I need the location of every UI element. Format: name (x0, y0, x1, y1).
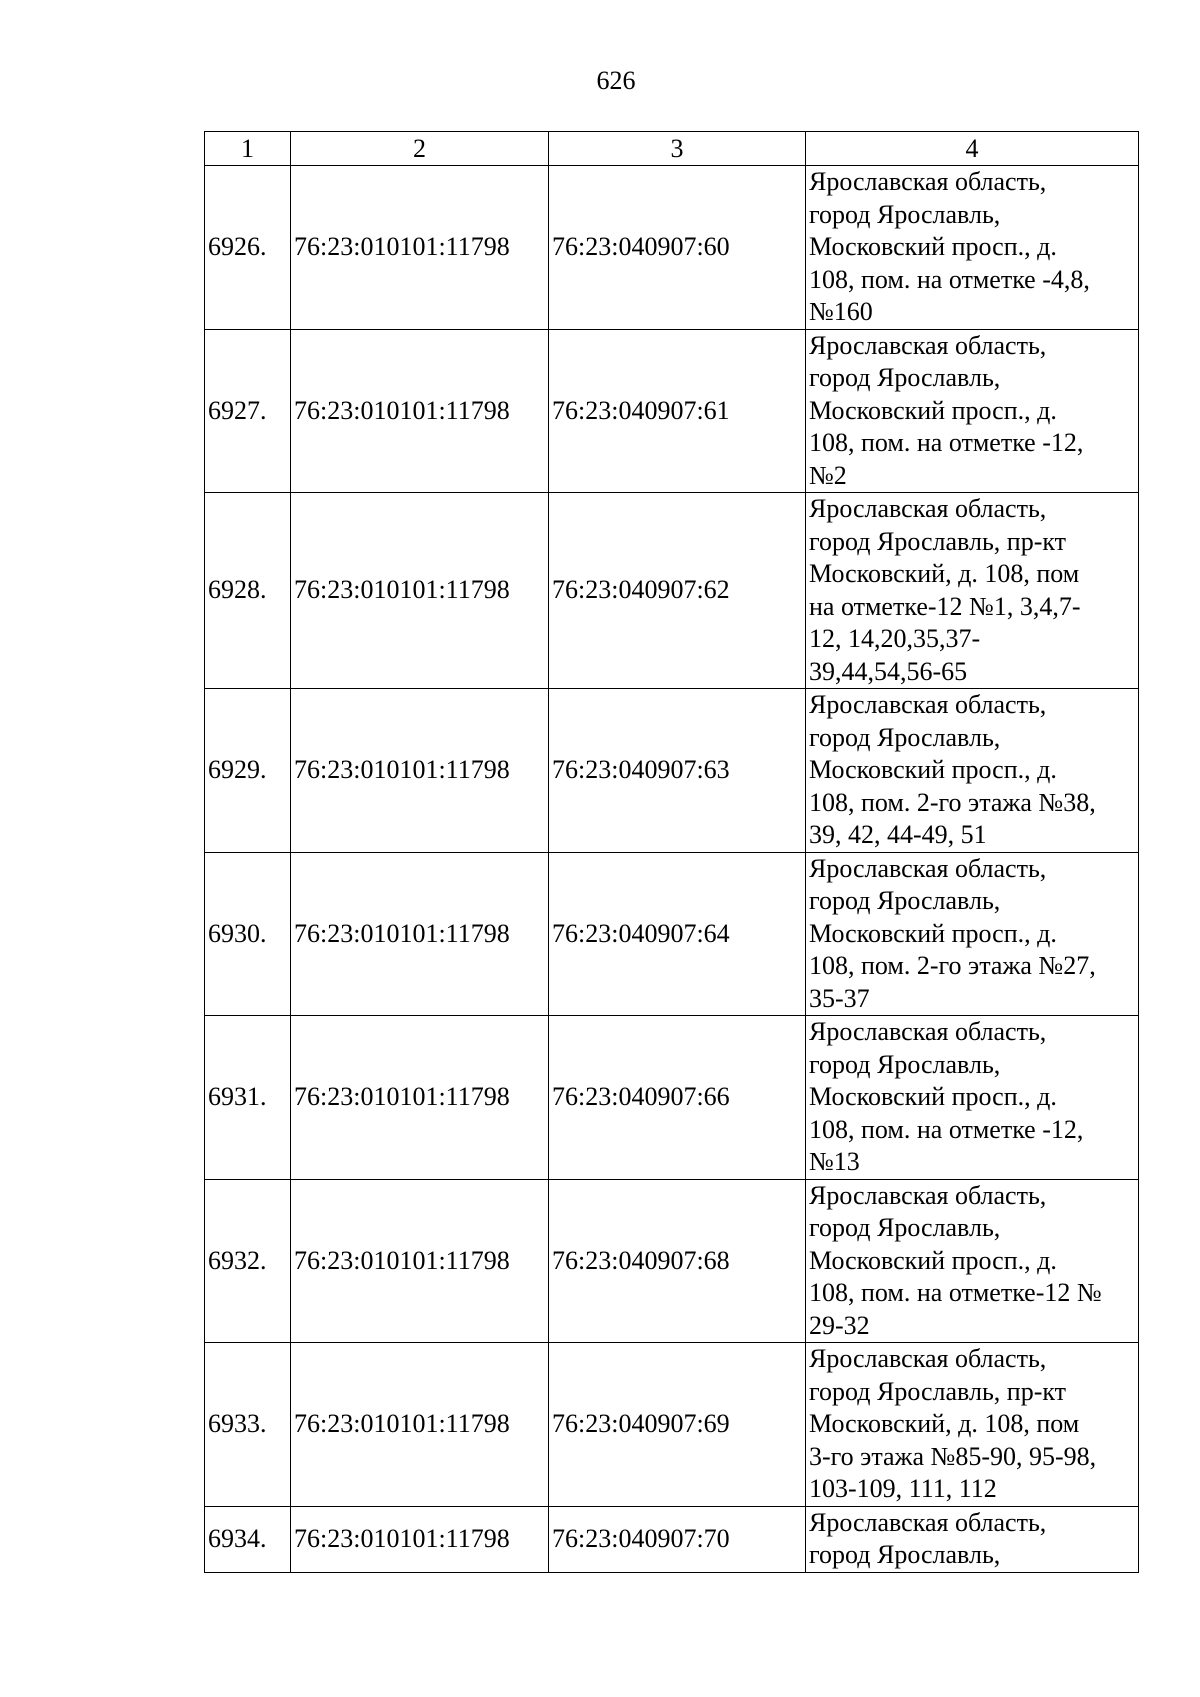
table-row (205, 689, 1139, 853)
address-cell: Ярославская область, город Ярославль, (806, 1506, 1139, 1572)
address-cell: Ярославская область, город Ярославль, пр-кт Московский, д. 108, пом на отметке-12 №1, 3,4,7- 12, 14,20,35,37- 39,44,54,56-65 (806, 493, 1139, 689)
column-header-parent-cadastral: 2 (291, 132, 549, 166)
row-number: 6934. (205, 1506, 291, 1572)
address-cell: Ярославская область, город Ярославль, Московский просп., д. 108, пом. 2-го этажа №27, 35-37 (806, 852, 1139, 1016)
table-row (205, 1016, 1139, 1180)
parent-cadastral-number: 76:23:010101:11798 (291, 1016, 549, 1180)
address-cell: Ярославская область, город Ярославль, Московский просп., д. 108, пом. 2-го этажа №38, 39, 42, 44-49, 51 (806, 689, 1139, 853)
column-header-address: 4 (806, 132, 1139, 166)
address-cell: Ярославская область, город Ярославль, Московский просп., д. 108, пом. на отметке -4,8, №160 (806, 166, 1139, 330)
parent-cadastral-number: 76:23:010101:11798 (291, 493, 549, 689)
object-cadastral-number: 76:23:040907:66 (549, 1016, 806, 1180)
object-cadastral-number: 76:23:040907:69 (549, 1343, 806, 1507)
address-cell: Ярославская область, город Ярославль, пр-кт Московский, д. 108, пом 3-го этажа №85-90, 95-98, 103-109, 111, 112 (806, 1343, 1139, 1507)
table-row (205, 1179, 1139, 1343)
row-number: 6927. (205, 329, 291, 493)
object-cadastral-number: 76:23:040907:62 (549, 493, 806, 689)
row-number: 6929. (205, 689, 291, 853)
object-cadastral-number: 76:23:040907:70 (549, 1506, 806, 1572)
parent-cadastral-number: 76:23:010101:11798 (291, 852, 549, 1016)
object-cadastral-number: 76:23:040907:68 (549, 1179, 806, 1343)
object-cadastral-number: 76:23:040907:60 (549, 166, 806, 330)
row-number: 6933. (205, 1343, 291, 1507)
table-row (205, 1506, 1139, 1572)
row-number: 6926. (205, 166, 291, 330)
column-header-object-cadastral: 3 (549, 132, 806, 166)
registry-table (204, 131, 1139, 1573)
parent-cadastral-number: 76:23:010101:11798 (291, 166, 549, 330)
object-cadastral-number: 76:23:040907:61 (549, 329, 806, 493)
table-row (205, 1343, 1139, 1507)
table-header-row (205, 132, 1139, 166)
table-row (205, 493, 1139, 689)
table-row (205, 852, 1139, 1016)
column-header-number: 1 (205, 132, 291, 166)
table-row (205, 329, 1139, 493)
row-number: 6930. (205, 852, 291, 1016)
address-cell: Ярославская область, город Ярославль, Московский просп., д. 108, пом. на отметке -12, №2 (806, 329, 1139, 493)
parent-cadastral-number: 76:23:010101:11798 (291, 329, 549, 493)
address-cell: Ярославская область, город Ярославль, Московский просп., д. 108, пом. на отметке -12, №13 (806, 1016, 1139, 1180)
parent-cadastral-number: 76:23:010101:11798 (291, 689, 549, 853)
object-cadastral-number: 76:23:040907:63 (549, 689, 806, 853)
address-cell: Ярославская область, город Ярославль, Московский просп., д. 108, пом. на отметке-12 № 29-32 (806, 1179, 1139, 1343)
row-number: 6928. (205, 493, 291, 689)
table-row (205, 166, 1139, 330)
row-number: 6931. (205, 1016, 291, 1180)
page-number: 626 (596, 66, 636, 95)
parent-cadastral-number: 76:23:010101:11798 (291, 1179, 549, 1343)
parent-cadastral-number: 76:23:010101:11798 (291, 1343, 549, 1507)
parent-cadastral-number: 76:23:010101:11798 (291, 1506, 549, 1572)
object-cadastral-number: 76:23:040907:64 (549, 852, 806, 1016)
row-number: 6932. (205, 1179, 291, 1343)
